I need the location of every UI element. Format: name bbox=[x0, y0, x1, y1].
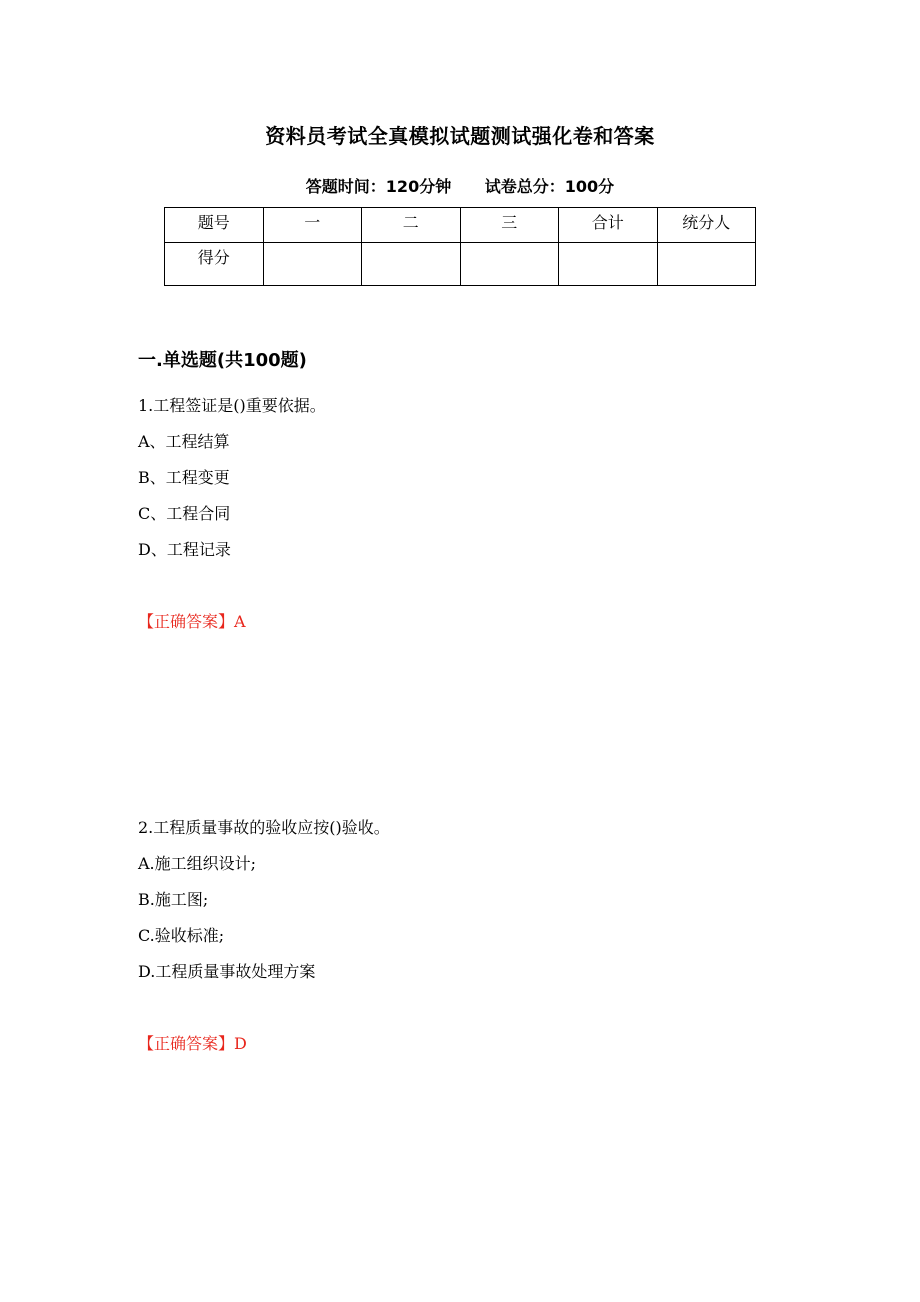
score-cell bbox=[657, 243, 756, 286]
question-option: B.施工图; bbox=[138, 890, 209, 909]
score-cell bbox=[362, 243, 461, 286]
score-table-header-cell: 题号 bbox=[165, 208, 264, 243]
score-table-header-cell: 三 bbox=[460, 208, 559, 243]
score-table-header-cell: 合计 bbox=[559, 208, 658, 243]
page-title: 资料员考试全真模拟试题测试强化卷和答案 bbox=[265, 124, 655, 148]
exam-meta bbox=[0, 174, 920, 197]
correct-answer: 【正确答案】A bbox=[138, 612, 246, 631]
question-option: B、工程变更 bbox=[138, 468, 230, 487]
score-cell bbox=[559, 243, 658, 286]
score-table-header-cell: 一 bbox=[263, 208, 362, 243]
question-option: C.验收标准; bbox=[138, 926, 225, 945]
question-option: A.施工组织设计; bbox=[138, 854, 257, 873]
question-option: A、工程结算 bbox=[138, 432, 230, 451]
score-table bbox=[164, 207, 756, 286]
question-option: C、工程合同 bbox=[138, 504, 231, 523]
score-table-header-row bbox=[165, 208, 756, 243]
score-table-header-cell: 二 bbox=[362, 208, 461, 243]
exam-total-score: 试卷总分：100分 bbox=[484, 177, 615, 196]
question-option: D、工程记录 bbox=[138, 540, 231, 559]
score-cell bbox=[263, 243, 362, 286]
question-option: D.工程质量事故处理方案 bbox=[138, 962, 316, 981]
question-stem: 1.工程签证是()重要依据。 bbox=[138, 396, 326, 415]
exam-time: 答题时间：120分钟 bbox=[305, 177, 452, 196]
score-table-header-cell: 统分人 bbox=[657, 208, 756, 243]
section-heading: 一.单选题(共100题) bbox=[138, 350, 307, 371]
question-stem: 2.工程质量事故的验收应按()验收。 bbox=[138, 818, 390, 837]
score-table-row-label: 得分 bbox=[165, 243, 264, 286]
score-table-row bbox=[165, 243, 756, 286]
score-cell bbox=[460, 243, 559, 286]
correct-answer: 【正确答案】D bbox=[138, 1034, 247, 1053]
